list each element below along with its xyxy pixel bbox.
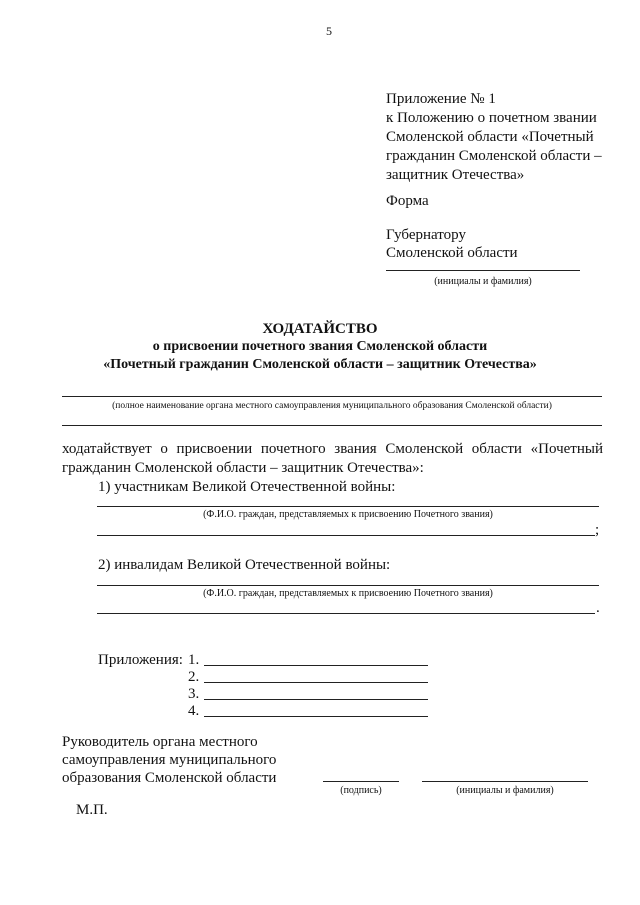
attachment-line-1[interactable] [204, 665, 428, 666]
stamp-label: М.П. [76, 802, 108, 818]
appendix-line-4: гражданин Смоленской области – [386, 148, 602, 164]
addressee-line-2: Смоленской области [386, 245, 518, 261]
section-2-name-line-2[interactable] [97, 613, 595, 614]
organ-name-caption: (полное наименование органа местного самоуправления муниципального образования Смоленской области) [112, 401, 552, 411]
signatory-line-2: самоуправления муниципального [62, 752, 277, 768]
section-1-name-line[interactable] [97, 506, 599, 507]
section-2-heading: 2) инвалидам Великой Отечественной войны: [98, 557, 391, 573]
appendix-line-5: защитник Отечества» [386, 167, 525, 183]
attachment-line-2[interactable] [204, 682, 428, 683]
attachment-number-3: 3. [188, 686, 200, 702]
addressee-caption: (инициалы и фамилия) [434, 276, 532, 287]
appendix-line-1: Приложение № 1 [386, 91, 496, 107]
section-1-end-mark: ; [595, 522, 600, 538]
organ-name-line-2[interactable] [62, 425, 602, 426]
addressee-name-line[interactable] [386, 270, 580, 271]
attachments-label: Приложения: [98, 652, 183, 668]
signature-line[interactable] [323, 781, 399, 782]
section-2-end-mark: . [596, 600, 600, 616]
petition-text-line-2: гражданин Смоленской области – защитник Отечества»: [62, 460, 424, 476]
appendix-line-2: к Положению о почетном звании [386, 110, 597, 126]
organ-name-line[interactable] [62, 396, 602, 397]
document-subtitle-1: о присвоении почетного звания Смоленской области [152, 339, 488, 354]
section-2-caption: (Ф.И.О. граждан, представляемых к присвоению Почетного звания) [203, 588, 493, 599]
signatory-name-caption: (инициалы и фамилия) [456, 785, 554, 796]
addressee-line-1: Губернатору [386, 227, 466, 243]
signatory-line-3: образования Смоленской области [62, 770, 277, 786]
document-title: ХОДАТАЙСТВО [262, 321, 378, 337]
section-1-caption: (Ф.И.О. граждан, представляемых к присвоению Почетного звания) [203, 509, 493, 520]
signature-caption: (подпись) [340, 785, 382, 796]
petition-text-line-1: ходатайствует о присвоении почетного звания Смоленской области «Почетный [62, 441, 603, 457]
attachment-number-1: 1. [188, 652, 200, 668]
signatory-line-1: Руководитель органа местного [62, 734, 258, 750]
attachment-line-4[interactable] [204, 716, 428, 717]
section-2-name-line[interactable] [97, 585, 599, 586]
appendix-line-3: Смоленской области «Почетный [386, 129, 594, 145]
page-number: 5 [326, 24, 332, 38]
signatory-name-line[interactable] [422, 781, 588, 782]
attachment-number-2: 2. [188, 669, 200, 685]
section-1-heading: 1) участникам Великой Отечественной войны: [98, 479, 396, 495]
document-subtitle-2: «Почетный гражданин Смоленской области – защитник Отечества» [103, 357, 537, 372]
attachment-line-3[interactable] [204, 699, 428, 700]
section-1-name-line-2[interactable] [97, 535, 595, 536]
attachment-number-4: 4. [188, 703, 200, 719]
form-label: Форма [386, 193, 429, 209]
